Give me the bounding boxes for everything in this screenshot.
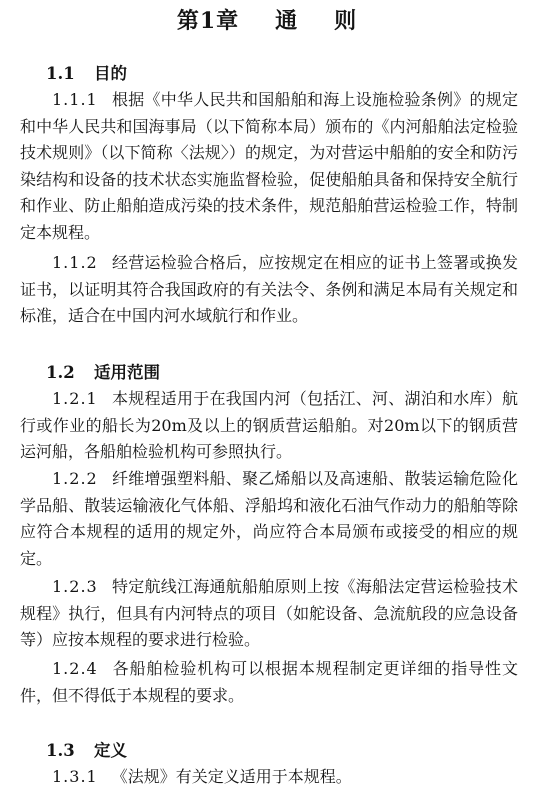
section-heading-1-1 bbox=[46, 61, 127, 87]
paragraph-1-3-1 bbox=[20, 764, 518, 791]
paragraph-1-1-1 bbox=[20, 87, 518, 247]
section-heading-1-2 bbox=[46, 360, 160, 386]
paragraph-text: 各船舶检验机构可以根据本规程制定更详细的指导性文件，但不得低于本规程的要求。 bbox=[20, 659, 518, 705]
paragraph-1-2-3 bbox=[20, 574, 518, 654]
paragraph-text: 本规程适用于在我国内河（包括江、河、湖泊和水库）航行或作业的船长为20m及以上的钢质营运船舶。对20m以下的钢质营运河船，各船舶检验机构可参照执行。 bbox=[20, 389, 518, 462]
section-title: 目的 bbox=[94, 64, 127, 83]
paragraph-number: 1.1.2 bbox=[52, 253, 98, 272]
paragraph-text: 经营运检验合格后，应按规定在相应的证书上签署或换发证书，以证明其符合我国政府的有关法令、条例和满足本局有关规定和标准，适合在中国内河水域航行和作业。 bbox=[20, 253, 518, 326]
paragraph-text: 《法规》有关定义适用于本规程。 bbox=[111, 767, 352, 786]
paragraph-text: 纤维增强塑料船、聚乙烯船以及高速船、散装运输危险化学品船、散装运输液化气体船、浮船坞和液化石油气作动力的船舶等除应符合本规程的适用的规定外，尚应符合本局颁布或接受的相应的规定。 bbox=[20, 469, 518, 568]
paragraph-number: 1.3.1 bbox=[52, 767, 98, 786]
paragraph-number: 1.1.1 bbox=[52, 90, 98, 109]
section-number: 1.2 bbox=[46, 363, 75, 382]
paragraph-number: 1.2.4 bbox=[52, 659, 98, 678]
chapter-number: 第1章 bbox=[176, 8, 240, 34]
paragraph-text: 根据《中华人民共和国船舶和海上设施检验条例》的规定和中华人民共和国海事局（以下简称本局）颁布的《内河船舶法定检验技术规则》（以下简称〈法规〉）的规定，为对营运中船舶的安全和防污染结构和设备的技术状态实施监督检验，促使船舶具备和保持安全航行和作业、防止船舶造成污染的技术条件，规范船舶营运检验工作，特制定本规程。 bbox=[20, 90, 518, 242]
section-heading-1-3 bbox=[46, 738, 127, 764]
paragraph-1-2-2 bbox=[20, 466, 518, 572]
paragraph-1-1-2 bbox=[20, 250, 518, 330]
paragraph-number: 1.2.3 bbox=[52, 577, 98, 596]
section-title: 适用范围 bbox=[94, 363, 160, 382]
chapter-title-char-1: 通 bbox=[275, 8, 299, 34]
section-title: 定义 bbox=[94, 741, 127, 760]
paragraph-1-2-1 bbox=[20, 386, 518, 466]
chapter-title bbox=[0, 4, 534, 38]
section-number: 1.3 bbox=[46, 741, 75, 760]
paragraph-1-2-4 bbox=[20, 656, 518, 709]
chapter-title-char-2: 则 bbox=[334, 8, 358, 34]
paragraph-number: 1.2.1 bbox=[52, 389, 98, 408]
section-number: 1.1 bbox=[46, 64, 75, 83]
paragraph-number: 1.2.2 bbox=[52, 469, 98, 488]
paragraph-text: 特定航线江海通航船舶原则上按《海船法定营运检验技术规程》执行，但具有内河特点的项目（如舵设备、急流航段的应急设备等）应按本规程的要求进行检验。 bbox=[20, 577, 518, 650]
